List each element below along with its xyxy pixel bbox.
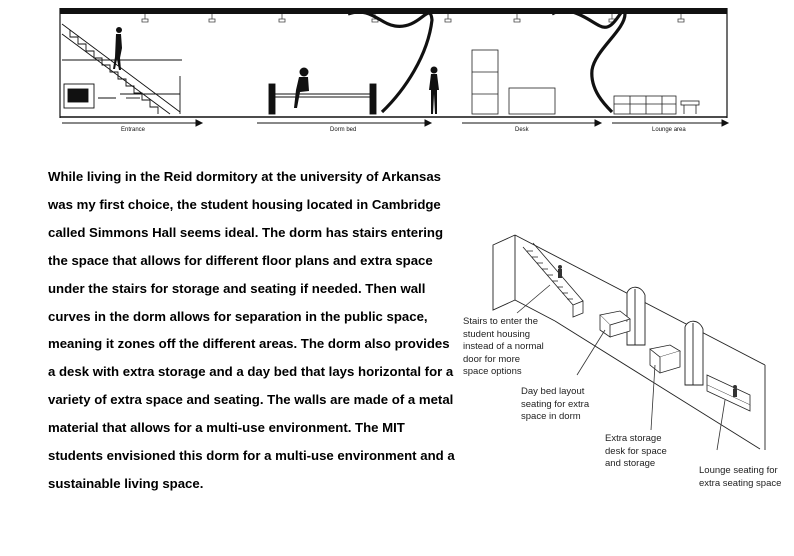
section-svg xyxy=(0,0,794,140)
ceiling-slab xyxy=(60,8,727,14)
figure-stairs xyxy=(113,27,122,70)
essay-paragraph: While living in the Reid dormitory at the university of Arkansas was my first choice, the student housing located in Cambridge called Simmons Hall seems ideal. The dorm has stairs entering the space that allows for different floor plans and extra space under the stairs for storage and seating if needed. Then wall curves in the dorm allows for separation in the public space, meaning it zones off the different areas. The dorm also provides a desk with extra storage and a day bed that lays horizontal for a variety of extra space and seating. The walls are made of a metal material that allows for a multi-use environment. The MIT students envisioned this dorm for a multi-use environment and a sustainable living space. xyxy=(48,169,455,491)
desk-storage xyxy=(472,50,555,114)
zone-arrows xyxy=(62,120,728,126)
axon-day-bed xyxy=(600,311,630,337)
axon-figure-stair xyxy=(558,265,562,278)
axon-stairs xyxy=(523,243,583,317)
axon-figure-lounge xyxy=(733,385,737,397)
zone-label-dorm-bed: Dorm bed xyxy=(330,127,357,133)
lounge-seating xyxy=(614,96,699,114)
axon-lounge xyxy=(707,375,750,411)
axonometric-diagram xyxy=(455,215,794,515)
axon-curved-wall-1 xyxy=(627,287,645,345)
note-lounge: Lounge seating for extra seating space xyxy=(699,465,782,489)
zone-label-entrance: Entrance xyxy=(121,127,146,133)
zone-label-lounge: Lounge area xyxy=(652,127,686,133)
ceiling-lights xyxy=(142,14,684,22)
note-stairs: Stairs to enter the student housing instead of a normal door for more space options xyxy=(463,316,544,377)
figure-standing xyxy=(429,67,439,115)
axon-curved-wall-2 xyxy=(685,321,703,385)
stair xyxy=(62,24,182,114)
figure-sitting xyxy=(294,68,309,109)
zone-label-desk: Desk xyxy=(515,127,529,133)
section-drawing xyxy=(0,0,794,140)
day-bed xyxy=(269,84,376,114)
note-desk: Extra storage desk for space and storage xyxy=(605,433,667,469)
note-day-bed: Day bed layout seating for extra space in dorm xyxy=(521,386,590,422)
